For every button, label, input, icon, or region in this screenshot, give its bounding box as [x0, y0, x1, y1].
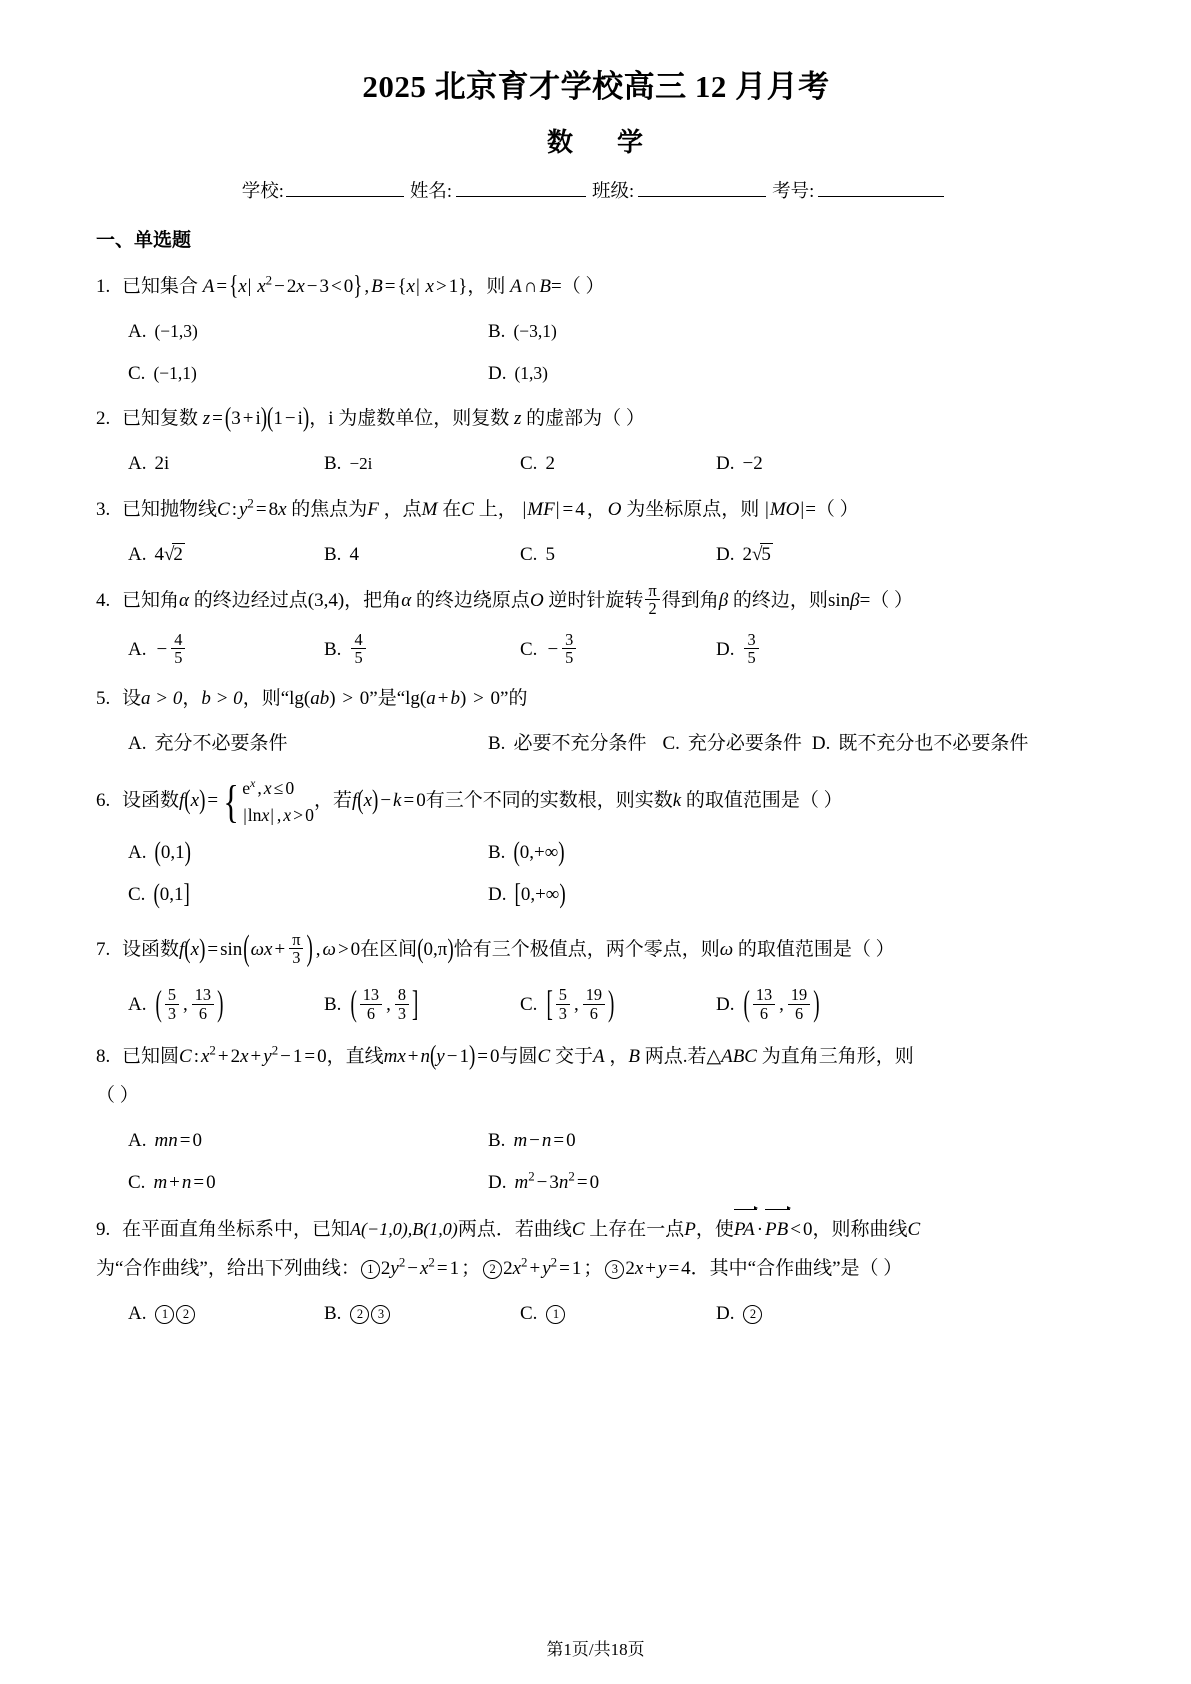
- question-7-option-d[interactable]: D. ( $\frac{13}{6}$ , $\frac{19}{6}$ ): [716, 984, 820, 1025]
- question-5: [96, 680, 1096, 765]
- subject-title: [96, 122, 1096, 159]
- question-5-expr-2: lg(a + b) > 0: [405, 688, 501, 710]
- question-7-text-3: 恰有三个极值点，两个零点，则: [453, 938, 720, 960]
- question-6-options: [96, 832, 1096, 916]
- question-1: [96, 268, 1096, 395]
- question-5-cond-b: b > 0: [201, 688, 243, 710]
- question-9-option-a[interactable]: A. 1 2: [128, 1293, 324, 1335]
- question-2-text-2: ，i 为虚数单位，则复数: [309, 408, 510, 430]
- question-4-text-2: 的终边经过点: [193, 590, 308, 611]
- question-5-text-5: ”的: [500, 688, 528, 710]
- question-8-option-b[interactable]: B. m − n = 0: [488, 1130, 576, 1152]
- question-1-option-a[interactable]: A. (−1,3): [128, 320, 198, 342]
- question-2-option-d[interactable]: D. −2: [716, 453, 763, 475]
- question-2-option-c[interactable]: C. 2: [520, 453, 555, 475]
- question-5-text-2: ，: [182, 688, 202, 710]
- question-3-option-a[interactable]: A. 4√2: [128, 544, 183, 566]
- question-5-expr-1: lg(ab) > 0: [289, 688, 370, 710]
- question-3-text-4: 在: [442, 499, 462, 521]
- question-3-option-b[interactable]: B. 4: [324, 544, 359, 566]
- question-7-stem: 7. 设函数f(x) = sin(ωx + $\frac{\pi}{3}$ ) , ω > 0在区间(0,π)恰有三个极值点，两个零点，则ω 的取值范围是（ ）: [96, 926, 1096, 974]
- question-1-tail: =（ ）: [551, 275, 605, 297]
- question-4-point: (3,4): [307, 590, 345, 611]
- page-title: 2025 北京育才学校高三 12 月月考: [362, 69, 830, 104]
- question-6-piece-1: $e^x$ , x ≤ 0: [242, 776, 295, 799]
- question-5-text-1: 设: [122, 688, 142, 710]
- question-6-option-a[interactable]: A. (0,1): [128, 837, 191, 868]
- question-7-text-4: 的取值范围是（ ）: [737, 938, 895, 960]
- student-info-line: [96, 177, 1096, 203]
- school-label: 学校:: [241, 181, 284, 202]
- circled-number-3: 3: [605, 1260, 624, 1279]
- question-6: [96, 775, 1096, 916]
- question-9-option-d[interactable]: D. 2: [716, 1293, 763, 1335]
- circled-number-1: 1: [361, 1260, 380, 1279]
- question-1-text-1: 已知集合: [122, 275, 199, 297]
- question-8-option-a[interactable]: A. mn = 0: [128, 1130, 202, 1152]
- question-5-options: [96, 723, 1096, 765]
- question-6-text-1: 设函数: [122, 789, 180, 811]
- question-3-option-d[interactable]: D. 2√5: [716, 544, 771, 566]
- question-2-text-3: 的虚部为（ ）: [526, 408, 645, 430]
- question-5-option-a[interactable]: A. 充分不必要条件: [128, 733, 288, 755]
- question-4-option-a[interactable]: A. − $\frac{4}{5}$: [128, 625, 324, 674]
- question-9-text-2: 两点．若曲线: [457, 1218, 572, 1240]
- question-6-option-d[interactable]: D. [0,+∞): [488, 878, 566, 910]
- question-9-points: A(−1,0),B(1,0): [350, 1218, 458, 1239]
- question-4-stem: 4. 已知角α 的终边经过点(3,4)，把角α 的终边绕原点O 逆时针旋转 $\frac{\pi}{2}$ 得到角β 的终边，则sinβ=（ ）: [96, 582, 1096, 621]
- question-7-option-c[interactable]: C. [ $\frac{5}{3}$ , $\frac{19}{6}$ ): [520, 984, 615, 1025]
- question-8-number: 8.: [96, 1046, 111, 1068]
- question-8-stem: 8. 已知圆C : $x^2 + 2x + y^2 - 1 = 0$，直线mx + n(y − 1) = 0与圆C 交于A ，B 两点.若△ABC 为直角三角形，则 （ ）: [96, 1038, 1096, 1116]
- question-5-option-d[interactable]: D. 既不充分也不必要条件: [811, 733, 1029, 755]
- question-4-option-d[interactable]: D. $\frac{3}{5}$: [716, 625, 761, 674]
- question-6-text-4: 的取值范围是（ ）: [685, 789, 843, 811]
- question-4-text-5: 逆时针旋转: [548, 590, 644, 611]
- name-blank[interactable]: [456, 179, 586, 197]
- question-3-text-6: 为坐标原点，则: [626, 499, 760, 521]
- question-9-text-4: ，使: [695, 1218, 734, 1240]
- question-8-text-3: 与圆: [499, 1046, 538, 1068]
- question-9-text-5: ，则称曲线: [812, 1218, 908, 1240]
- question-2: [96, 400, 1096, 485]
- question-4-option-c[interactable]: C. − $\frac{3}{5}$: [520, 625, 716, 674]
- question-6-piece-2: |lnx| , x > 0: [243, 804, 314, 825]
- question-7-text-2: 在区间: [360, 938, 418, 960]
- question-9-number: 9.: [96, 1218, 111, 1240]
- question-8-text-1: 已知圆: [122, 1046, 180, 1068]
- question-6-text-2: ，若: [313, 789, 352, 811]
- question-3-text-1: 已知抛物线: [122, 499, 218, 521]
- question-7: [96, 926, 1096, 1033]
- question-7-option-b[interactable]: B. ( $\frac{13}{6}$ , $\frac{8}{3}$ ]: [324, 984, 419, 1025]
- question-6-option-b[interactable]: B. (0,+∞): [488, 837, 565, 868]
- question-5-cond-a: a > 0: [141, 688, 183, 710]
- question-9-text-6: 为“合作曲线”，给出下列曲线：: [96, 1257, 360, 1279]
- question-4-rotation-fraction: $\frac{\pi}{2}$: [645, 582, 659, 618]
- class-blank[interactable]: [638, 179, 766, 197]
- exam-id-blank[interactable]: [818, 179, 944, 197]
- question-3: [96, 491, 1096, 576]
- question-4-text-6: 得到角: [661, 590, 719, 611]
- question-4-option-b[interactable]: B. $\frac{4}{5}$: [324, 625, 520, 674]
- question-1-text-2: ，则: [467, 275, 506, 297]
- school-blank[interactable]: [286, 179, 404, 197]
- question-8-option-c[interactable]: C. m + n = 0: [128, 1171, 216, 1193]
- vector-pa: PA: [734, 1210, 755, 1250]
- question-1-stem: 1. 已知集合 A = {x| $x^2 - 2x - 3 < 0$} , B = {x| x > 1}，则 A ∩ B=（ ）: [96, 268, 1096, 307]
- question-2-option-b[interactable]: B. −2i: [324, 453, 373, 475]
- question-5-option-b[interactable]: B. 必要不充分条件: [488, 733, 647, 755]
- vector-pb: PB: [765, 1210, 788, 1250]
- circled-number-2: 2: [483, 1260, 502, 1279]
- question-2-option-a[interactable]: A. 2i: [128, 453, 170, 475]
- question-2-stem: 2. 已知复数 z = (3 + i)(1 − i)，i 为虚数单位，则复数 z 的虚部为（ ）: [96, 400, 1096, 439]
- question-1-number: 1.: [96, 275, 111, 297]
- question-4-tail: =（ ）: [859, 590, 914, 611]
- question-4-text-4: 的终边绕原点: [415, 590, 530, 611]
- question-2-number: 2.: [96, 408, 111, 430]
- question-2-options: [96, 443, 1096, 485]
- question-5-option-c[interactable]: C. 充分必要条件: [662, 733, 802, 755]
- question-9-text-1: 在平面直角坐标系中，已知: [122, 1218, 351, 1240]
- question-1-option-b[interactable]: B. (−3,1): [488, 320, 557, 342]
- question-4: [96, 582, 1096, 674]
- question-5-text-4: ”是“: [369, 688, 406, 710]
- question-9-text-7: ．其中“合作曲线”是（ ）: [690, 1257, 903, 1279]
- question-9-text-3: 上存在一点: [589, 1218, 685, 1240]
- question-5-stem: [96, 680, 1096, 719]
- question-9: [96, 1210, 1096, 1335]
- question-3-option-c[interactable]: C. 5: [520, 544, 555, 566]
- question-2-text-1: 已知复数: [122, 408, 199, 430]
- question-6-number: 6.: [96, 789, 111, 811]
- question-8-text-6: 两点.若: [644, 1046, 707, 1068]
- subject-char-2: 学: [617, 127, 646, 157]
- question-8-text-2: ，直线: [326, 1046, 384, 1068]
- question-8-text-5: ，: [609, 1046, 629, 1068]
- question-8: [96, 1038, 1096, 1203]
- question-3-stem: 3. 已知抛物线C : $y^2 = 8x$ 的焦点为F ，点M 在C 上， |MF| = 4 ， O 为坐标原点，则 |MO|=（ ）: [96, 491, 1096, 530]
- question-8-options: [96, 1120, 1096, 1204]
- question-3-tail: =（ ）: [805, 499, 859, 521]
- question-7-options: [96, 977, 1096, 1032]
- question-9-options: [96, 1293, 1096, 1335]
- question-3-options: [96, 534, 1096, 576]
- question-8-text-7: 为直角三角形，则: [761, 1046, 914, 1068]
- question-9-option-c[interactable]: C. 1: [520, 1293, 716, 1335]
- question-1-option-d[interactable]: D. (1,3): [488, 362, 548, 384]
- question-7-option-a[interactable]: A. ( $\frac{5}{3}$ , $\frac{13}{6}$ ): [128, 984, 224, 1025]
- subject-char-1: 数: [546, 127, 575, 157]
- class-label: 班级:: [592, 181, 635, 202]
- question-8-option-d[interactable]: D. $m^2 - 3n^2 = 0$: [488, 1168, 600, 1193]
- question-1-options: [96, 311, 1096, 395]
- section-heading: 一、单选题: [96, 228, 192, 251]
- question-6-piecewise: { $e^x$ , x ≤ 0 |lnx| , x > 0: [223, 775, 314, 827]
- question-4-options: [96, 625, 1096, 674]
- question-3-text-5: 上，: [478, 499, 517, 521]
- question-8-tail: （ ）: [96, 1085, 139, 1107]
- page-content: [96, 66, 1096, 1340]
- question-6-stem: 6. 设函数f(x) = { $e^x$ , x ≤ 0 |lnx| , x > 0 ，若f(x) − k = 0有三个不同的实数根，则实数k 的取值范围是（ ）: [96, 775, 843, 827]
- question-3-text-2: 的焦点为: [291, 499, 368, 521]
- question-9-stem: 9. 在平面直角坐标系中，已知A(−1,0),B(1,0)两点．若曲线C 上存在一点P，使PA · PB < 0，则称曲线C 为“合作曲线”，给出下列曲线： 1 $2y^2 - x^2 = 1$ ； 2 $2x^2 + y^2 = 1$ ； 3 2x + y = 4．其中“合作曲线”是（ ）: [96, 1210, 1096, 1289]
- question-8-text-4: 交于: [554, 1046, 593, 1068]
- question-5-text-3: ，则“: [242, 688, 290, 710]
- page-footer: 第1页/共18页: [546, 1640, 645, 1659]
- question-4-text-1: 已知角: [122, 590, 180, 611]
- exam-id-label: 考号:: [772, 181, 815, 202]
- question-9-option-b[interactable]: B. 2 3: [324, 1293, 520, 1335]
- question-6-text-3: 有三个不同的实数根，则实数: [425, 789, 673, 811]
- question-4-text-7: 的终边，则: [732, 590, 828, 611]
- question-4-text-3: ，把角: [344, 590, 402, 611]
- question-6-option-c[interactable]: C. (0,1]: [128, 878, 190, 910]
- question-3-text-3: ，点: [383, 499, 422, 521]
- question-5-number: 5.: [96, 688, 111, 710]
- question-1-option-c[interactable]: C. (−1,1): [128, 362, 197, 384]
- question-3-number: 3.: [96, 499, 111, 521]
- question-7-text-1: 设函数: [122, 938, 180, 960]
- question-4-number: 4.: [96, 590, 111, 611]
- question-7-number: 7.: [96, 938, 111, 960]
- name-label: 姓名:: [409, 181, 452, 202]
